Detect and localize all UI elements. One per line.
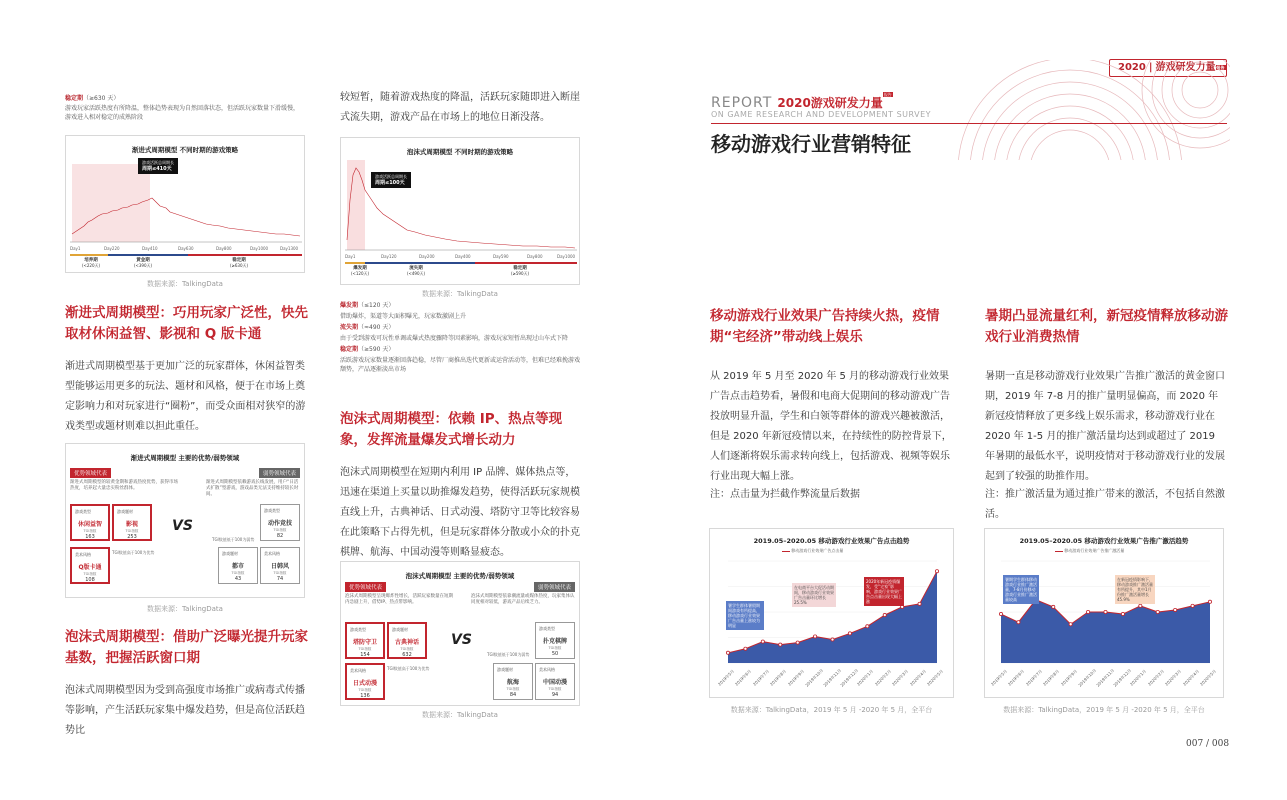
tgi-note-low: TGI数值低于100为弱势 xyxy=(487,652,530,657)
phase-cultivate: 培养期 (<220天) xyxy=(81,258,101,268)
burst-label: 爆发期 xyxy=(340,302,359,309)
x-tick-label: 2019年11月 xyxy=(821,667,842,688)
legend-label: 移动游戏行业效果广告推广激活量 xyxy=(1064,548,1125,553)
ad-click-chart xyxy=(709,528,954,698)
section-heading-summer: 暑期凸显流量红利，新冠疫情释放移动游戏行业消费热情 xyxy=(985,308,1228,345)
page-number: 007 / 008 xyxy=(1186,739,1230,749)
disadvantage-text: 渐进式周期模型依赖游戏长线发展，用户“日活式扩散”型游戏，游戏品类无法支持维持较长时间。 xyxy=(206,480,299,497)
phase-stable: 稳定期 (≥630天) xyxy=(229,258,249,268)
box-adv-type: 游戏类型 塔防守卫 TGI指数 154 xyxy=(345,622,385,659)
chart-title: 2019.05–2020.05 移动游戏行业效果广告点击趋势 xyxy=(753,537,910,545)
tick: Day800 xyxy=(527,254,543,259)
annotation: 在电商平台大促活动期间，移动游戏行业效果广告击量环比增长25.5% xyxy=(794,585,834,605)
box-adv-theme: 游戏题材 古典神话 TGI指数 632 xyxy=(387,622,427,659)
x-tick-label: 2019年7月 xyxy=(751,668,770,687)
advantage-tag: 优势领域代表 xyxy=(70,468,111,478)
chart-title: 泡沫式周期模型 不同时期的游戏策略 xyxy=(406,148,514,156)
vs-icon: VS xyxy=(451,632,472,648)
chart-card-bubble xyxy=(340,137,580,285)
data-point xyxy=(935,570,938,573)
box-dis-type: 游戏类型 动作竞技 TGI指数 82 xyxy=(260,504,300,541)
chart-legend xyxy=(1055,548,1124,554)
chart-title: 渐进式周期模型 不同时期的游戏策略 xyxy=(131,146,239,154)
box-dis-style: 美术风格 中国动漫 TGI指数 94 xyxy=(535,663,575,700)
tick: Day1000 xyxy=(250,246,269,251)
tick: Day220 xyxy=(104,246,120,251)
x-tick-label: 2020年5月 xyxy=(1198,668,1218,687)
data-point xyxy=(779,643,782,646)
annotation: 在新冠疫情影响下，移动游戏推广激活量有所提升，其中1月份推广激活量增长45.9% xyxy=(1117,577,1153,602)
section-heading-ad-clicks: 移动游戏行业效果广告持续火热，疫情期“宅经济”带动线上娱乐 xyxy=(710,308,940,345)
section-heading-gradual: 渐进式周期模型：巧用玩家广泛性，快先取材休闲益智、影视和 Q 版卡通 xyxy=(65,305,308,342)
x-tick-label: 2019年7月 xyxy=(1024,668,1043,687)
callout-line1: 游戏活跃总周期长 xyxy=(375,174,407,179)
x-ticks xyxy=(345,254,577,260)
data-point xyxy=(1052,605,1055,608)
tick: Day200 xyxy=(419,254,435,259)
x-tick-label: 2019年9月 xyxy=(786,668,805,687)
x-tick-label: 2020年2月 xyxy=(873,668,892,687)
loss-range: （≈490 天） xyxy=(358,324,395,331)
x-tick-label: 2019年5月 xyxy=(716,668,736,687)
disadvantage-text: 泡沫式周期模型依靠潮流量或媒体热度，玩家集体认同度相对较低，游戏产品后续乏力。 xyxy=(471,594,575,605)
x-tick-label: 2020年2月 xyxy=(1146,668,1165,687)
callout xyxy=(138,158,178,174)
tick: Day120 xyxy=(381,254,397,259)
x-tick-label: 2019年12月 xyxy=(839,667,860,688)
data-point xyxy=(831,638,834,641)
report-divider xyxy=(711,123,1227,124)
source-note: 数据来源：TalkingData，2019 年 5 月 -2020 年 5 月，全平台 xyxy=(1003,706,1205,714)
advantage-card-bubble xyxy=(340,561,580,706)
page-title: 移动游戏行业营销特征 xyxy=(711,132,911,156)
data-point xyxy=(1174,608,1177,611)
advantage-card-gradual xyxy=(65,443,305,598)
source-note: 数据来源：TalkingData xyxy=(147,280,223,288)
x-tick-label: 2020年4月 xyxy=(908,668,927,687)
callout xyxy=(371,172,411,188)
data-point xyxy=(726,651,729,654)
section-heading-ip: 泡沫式周期模型：依赖 IP、热点等现象，发挥流量爆发式增长动力 xyxy=(340,411,563,448)
x-labels xyxy=(716,667,945,695)
section-body-gradual: 渐进式周期模型基于更加广泛的玩家群体，休闲益智类型能够运用更多的玩法、题材和风格，便于在市场上奠定影响力和对玩家进行“圈粉”，而受众面相对狭窄的游戏类型或题材则难以担此重任。 xyxy=(65,361,306,432)
tick: Day1 xyxy=(345,254,356,259)
section-body-ip: 泡沫式周期模型在短期内利用 IP 品牌、媒体热点等，迅速在渠道上买量以助推爆发趋势，使得活跃玩家规模直线上升，古典神话、日式动漫、塔防守卫等比较容易在此策略下占得先机，但是玩家群体分散或小众的扑克棋牌、航海、中国动漫等则略显疲态。 xyxy=(340,467,580,558)
x-tick-label: 2019年10月 xyxy=(804,667,825,688)
disadvantage-tag: 弱势领域代表 xyxy=(259,468,300,478)
data-point xyxy=(1069,623,1072,626)
x-labels xyxy=(989,667,1218,695)
stable-range: （≥630 天） xyxy=(83,95,120,102)
annotation: 2020年新冠疫情爆发，受“宅家”影响，游戏行业效果广告点击量出现大幅上涨 xyxy=(866,579,902,604)
data-point xyxy=(1139,604,1142,607)
tgi-note-high: TGI数值高于100为优势 xyxy=(112,550,155,555)
x-tick-label: 2020年3月 xyxy=(891,668,910,687)
phase-desc-list xyxy=(340,301,582,374)
annotation: 暑学生群体暑假期间游戏有所提高，移动游戏行业效果广告击量上涨较为明显 xyxy=(726,601,764,630)
stable-label: 稳定期 xyxy=(340,346,359,353)
source-note: 数据来源：TalkingData xyxy=(422,290,498,298)
bubble-body-continued: 较短暂，随着游戏热度的降温，活跃玩家随即进入断崖式流失期，游戏产品在市场上的地位日渐没落。 xyxy=(340,92,580,123)
box-adv-style: 美术风格 Q版卡通 TGI指数 108 xyxy=(70,547,110,584)
legend-label: 移动游戏行业效果广告点击量 xyxy=(791,548,844,553)
x-tick-label: 2019年8月 xyxy=(1042,668,1061,687)
box-adv-style: 美术风格 日式动漫 TGI指数 136 xyxy=(345,663,385,700)
report-word: REPORT xyxy=(711,95,773,111)
x-tick-label: 2020年4月 xyxy=(1181,668,1200,687)
phase-loss: 流失期 (<490天) xyxy=(406,266,426,276)
stable-phase-heading xyxy=(65,94,300,103)
box-dis-theme: 游戏题材 都市 TGI指数 43 xyxy=(218,547,258,584)
report-title: 游戏研发力量 xyxy=(810,96,883,110)
x-tick-label: 2019年9月 xyxy=(1059,668,1078,687)
data-point xyxy=(1017,621,1020,624)
section-note-ad-clicks: 注：点击量为拦截作弊流量后数据 xyxy=(710,489,860,500)
data-point xyxy=(1104,610,1107,613)
loss-desc: 由于受到游戏可玩性单调或爆式热度骤降等因素影响，游戏玩家短暂出现过山车式下降 xyxy=(340,335,569,342)
chart-legend xyxy=(782,548,843,554)
data-point xyxy=(1121,612,1124,615)
report-header-tag: 2020 | 游戏研发力量$^{报告}$ xyxy=(1109,59,1227,77)
x-tick-label: 2019年12月 xyxy=(1112,667,1133,688)
tick: Day630 xyxy=(178,246,194,251)
callout-line2: 周期≤410天 xyxy=(142,166,172,172)
data-point xyxy=(866,625,869,628)
tick: Day590 xyxy=(493,254,509,259)
x-tick-label: 2019年6月 xyxy=(1007,668,1026,687)
phase-bar xyxy=(345,262,577,264)
callout-line2: 周期≤100天 xyxy=(375,180,405,186)
data-point xyxy=(744,647,747,650)
phase-stable: 稳定期 (≥590天) xyxy=(510,266,530,276)
data-point xyxy=(848,632,851,635)
data-point xyxy=(883,613,886,616)
stable-phase-desc: 游戏玩家活跃热度有所降温，整体趋势表现为自然回落状态，但活跃玩家数量下滑缓慢，游戏进入相对稳定的成熟阶段 xyxy=(65,105,300,121)
data-point xyxy=(1086,610,1089,613)
advantage-text: 渐进式周期模型的较黄金期和游戏热度优势，获得市场热度，培养起大量忠实粉丝群体。 xyxy=(70,480,178,491)
advantage-tag: 优势领域代表 xyxy=(345,582,386,592)
source-note: 数据来源：TalkingData xyxy=(422,711,498,719)
x-tick-label: 2019年6月 xyxy=(734,668,753,687)
trend-svg xyxy=(70,164,302,244)
stable-desc: 活跃游戏玩家数量逐渐回落趋稳，尽管厂商推出迭代更新或运营活动等，但难已经难挽游戏颓势，产品逐渐淡出市场 xyxy=(340,357,581,373)
card-title: 渐进式周期模型 主要的优势/弱势领域 xyxy=(130,454,240,462)
card-title: 泡沫式周期模型 主要的优势/弱势领域 xyxy=(405,572,515,580)
stable-range: （≥590 天） xyxy=(358,346,395,353)
box-adv-theme: 游戏题材 影视 TGI指数 253 xyxy=(112,504,152,541)
decorative-circles xyxy=(900,60,1230,160)
x-tick-label: 2019年8月 xyxy=(769,668,788,687)
chart-card-gradual xyxy=(65,135,305,273)
box-dis-type: 游戏类型 扑克棋牌 TGI指数 50 xyxy=(535,622,575,659)
report-subtitle: ON GAME RESEARCH AND DEVELOPMENT SURVEY xyxy=(711,110,932,119)
burst-range: （≤120 天） xyxy=(358,302,395,309)
box-dis-style: 美术风格 日韩风 TGI指数 74 xyxy=(260,547,300,584)
section-body-bubble: 泡沫式周期模型因为受到高强度市场推广或病毒式传播等影响，产生活跃玩家集中爆发趋势，但是高位活跃趋势比 xyxy=(65,685,305,736)
vs-icon: VS xyxy=(172,518,193,534)
box-adv-type: 游戏类型 休闲益智 TGI指数 163 xyxy=(70,504,110,541)
activation-chart xyxy=(984,528,1224,698)
area-chart-svg xyxy=(993,557,1218,667)
tick: Day1300 xyxy=(280,246,299,251)
x-tick-label: 2019年11月 xyxy=(1094,667,1115,688)
header-badge: 报告 xyxy=(1216,65,1225,70)
report-brand xyxy=(711,92,893,111)
stable-label: 稳定期 xyxy=(65,95,84,102)
chart-title: 2019.05–2020.05 移动游戏行业效果广告推广激活趋势 xyxy=(1019,537,1189,545)
tick: Day400 xyxy=(455,254,471,259)
section-body-ad-clicks: 从 2019 年 5 月至 2020 年 5 月的移动游戏行业效果广告点击趋势看，暑假和电商大促期间的移动游戏广告投放明显升温，学生和白领等群体的游戏兴趣被激活，但是 2020 年新冠疫情以来，在持续性的防控背景下，人们逐渐将娱乐需求转向线上，包括游戏、视频等娱乐行业出现大幅上涨。 xyxy=(710,371,952,482)
annotation: 暑期学生群体移动游戏行业推广激活量，7-8月份移动游戏行业推广激活量较高 xyxy=(1005,577,1037,602)
tgi-note-low: TGI数值低于100为弱势 xyxy=(212,537,255,542)
x-tick-label: 2020年5月 xyxy=(925,668,945,687)
data-point xyxy=(1156,610,1159,613)
data-point xyxy=(999,612,1002,615)
advantage-text: 泡沫式周期模型呈现爆炸性增长，活跃玩家数量在短期内急剧上升，借势IP、热点带影响。 xyxy=(345,594,453,605)
data-point xyxy=(918,602,921,605)
tick: Day800 xyxy=(216,246,232,251)
tick: Day1 xyxy=(70,246,81,251)
x-ticks xyxy=(70,246,302,252)
data-point xyxy=(813,635,816,638)
x-tick-label: 2020年1月 xyxy=(856,668,875,687)
report-year: 2020 xyxy=(777,96,811,110)
section-note-summer: 注：推广激活量为通过推广带来的激活，不包括自然激活。 xyxy=(985,489,1225,520)
callout-line1: 游戏活跃总周期长 xyxy=(142,160,174,165)
x-tick-label: 2019年10月 xyxy=(1077,667,1098,688)
tgi-note-high: TGI数值高于100为优势 xyxy=(387,666,430,671)
data-point xyxy=(1191,604,1194,607)
phase-bar xyxy=(70,254,302,256)
disadvantage-tag: 弱势领域代表 xyxy=(534,582,575,592)
x-tick-label: 2020年3月 xyxy=(1164,668,1183,687)
phase-burst: 爆发期 (<120天) xyxy=(350,266,370,276)
box-dis-theme: 游戏题材 航海 TGI指数 84 xyxy=(493,663,533,700)
highlight-region xyxy=(72,164,150,242)
data-point xyxy=(761,640,764,643)
x-tick-label: 2019年5月 xyxy=(989,668,1009,687)
tick: Day1000 xyxy=(557,254,576,259)
burst-desc: 借助爆炸，渠道等大面积曝光，玩家数激剧上升 xyxy=(340,313,467,320)
source-note: 数据来源：TalkingData，2019 年 5 月 -2020 年 5 月，全平台 xyxy=(730,706,933,714)
report-badge: 报告 xyxy=(883,92,892,97)
section-heading-bubble: 泡沫式周期模型：借助广泛曝光提升玩家基数，把握活跃窗口期 xyxy=(65,629,308,666)
phase-golden: 黄金期 (<390天) xyxy=(133,258,153,268)
data-point xyxy=(796,641,799,644)
source-note: 数据来源：TalkingData xyxy=(147,605,223,613)
x-tick-label: 2020年1月 xyxy=(1129,668,1148,687)
header-year: 2020 xyxy=(1118,62,1146,73)
loss-label: 流失期 xyxy=(340,324,359,331)
tick: Day410 xyxy=(142,246,158,251)
data-point xyxy=(1208,600,1211,603)
section-body-summer: 暑期一直是移动游戏行业效果广告推广激活的黄金窗口期，2019 年 7-8 月的推广量明显偏高，而 2020 年新冠疫情释放了更多线上娱乐需求，移动游戏行业在 2020 年 1-5 月的推广激活量均达到或超过了 2019 年暑期的最低水平，说明疫情对于移动游戏行业的发展起到了较强的助推作用。 xyxy=(985,371,1225,482)
header-title: 游戏研发力量 xyxy=(1155,62,1216,73)
